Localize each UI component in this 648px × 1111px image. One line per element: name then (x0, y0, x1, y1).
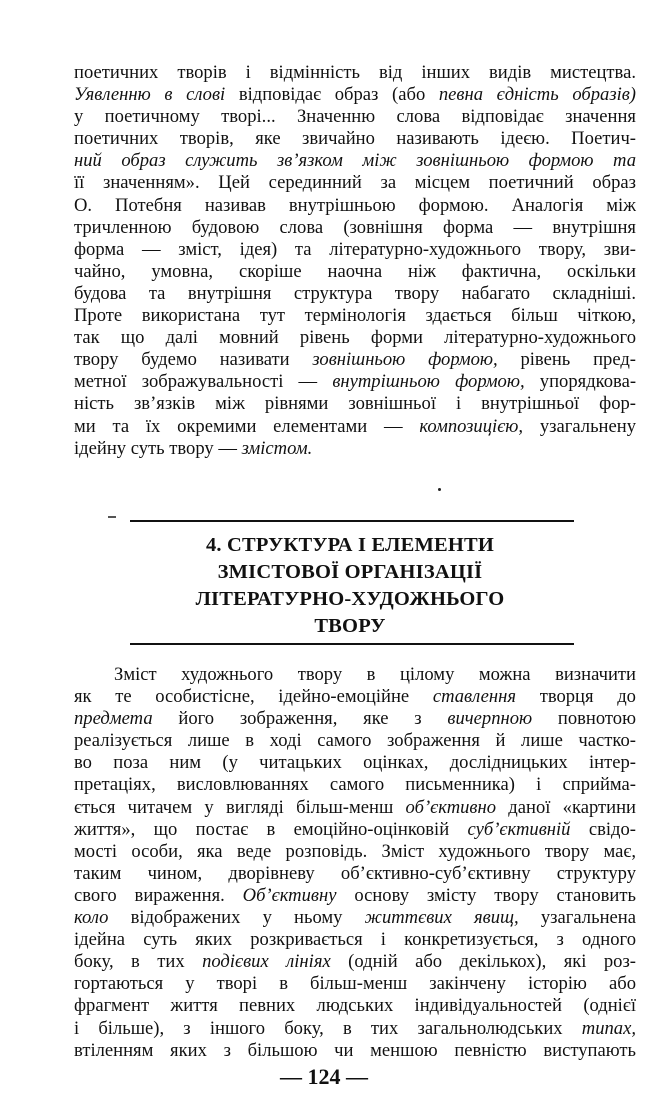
text-run: даної «картини (496, 796, 636, 818)
text-run: ми та їх окремими елементами — (74, 415, 420, 437)
italic-text: зовнішньою формою, (312, 349, 498, 371)
paragraph-1 (74, 62, 636, 460)
text-line (74, 438, 636, 460)
text-run: боку, в тих (74, 951, 203, 973)
text-run: ність зв’язків між рівнями зовнішньої і внутрішньої фор- (74, 393, 636, 415)
italic-text: внутрішньою формою, (332, 371, 525, 393)
text-line (74, 752, 636, 774)
text-run: таким чином, дворівневу об’єктивно-суб’єктивну структуру (74, 862, 636, 884)
text-line (74, 261, 636, 283)
text-line (74, 841, 636, 863)
text-run: форма — зміст, ідея) та літературно-художнього твору, зви- (74, 238, 636, 260)
heading-top-rule (130, 520, 574, 522)
text-run: метної зображувальності — (74, 371, 333, 393)
text-run: поетичних творів, яке звичайно називають ідеєю. Поетич- (74, 128, 636, 150)
heading-line: ЗМІСТОВОЇ ОРГАНІЗАЦІЇ (217, 561, 483, 583)
text-line (74, 774, 636, 796)
text-run: узагальнена (518, 907, 636, 929)
text-line (74, 819, 636, 841)
text-line (74, 973, 636, 995)
text-line (74, 686, 636, 708)
text-line (74, 907, 636, 929)
italic-text: подієвих лініях (202, 951, 331, 973)
text-run: узагальнену (523, 415, 636, 437)
text-run: во поза ним (у читацьких оцінках, дослідницьких інтер- (74, 752, 636, 774)
text-run: будова та внутрішня структура твору набагато складніші. (74, 282, 636, 304)
text-run: втіленням яких з більшою чи меншою певністю виступають (74, 1039, 636, 1061)
text-line (74, 195, 636, 217)
text-run: творця до (516, 686, 636, 708)
text-line (74, 664, 636, 686)
text-line (74, 62, 636, 84)
text-run: свого вираження. (74, 884, 243, 906)
text-run: відповідає образ (або (238, 84, 439, 106)
text-run: поетичних творів і відмінність від інших видів мистецтва. (74, 62, 636, 83)
italic-text: життєвих явищ, (364, 907, 519, 929)
italic-text: вичерпною (447, 708, 533, 730)
text-line (74, 393, 636, 415)
text-run: життя», що постає в емоційно-оцінковій (74, 818, 468, 840)
italic-text: ставлення (432, 686, 517, 708)
page-number: — 124 — (280, 1064, 368, 1089)
paragraph-2 (74, 664, 636, 1062)
text-run: гортаються у творі в більш-менш закінчену історію або (74, 973, 636, 995)
text-run: твору будемо називати (74, 349, 313, 371)
text-run: мості особи, яка веде розповідь. Зміст художнього твору має, (74, 840, 636, 862)
text-run: ється читачем у вигляді більш-менш (74, 796, 406, 818)
italic-text: змістом. (241, 437, 313, 459)
text-line (74, 951, 636, 973)
text-line (74, 885, 636, 907)
text-line (74, 730, 636, 752)
text-run: її значенням». Цей серединний за місцем поетичний образ (74, 172, 636, 194)
italic-text: суб’єктивній (467, 818, 571, 840)
text-line (74, 371, 636, 393)
italic-text: об’єктивно (405, 796, 497, 818)
text-run: основу змісту твору становить (336, 884, 636, 906)
section-heading (120, 532, 580, 640)
text-line (74, 305, 636, 327)
italic-text: предмета (74, 708, 153, 730)
italic-text: Уявленню в слові (74, 84, 239, 106)
italic-text: типах, (581, 1017, 636, 1039)
italic-text: Об’єктивну (242, 884, 337, 906)
text-run: відображених у ньому (108, 907, 365, 929)
italic-text: певна єдність образів) (438, 84, 637, 106)
text-line (74, 106, 636, 128)
text-line (74, 150, 636, 172)
text-line (74, 797, 636, 819)
text-run: і більше), з іншого боку, в тих загальнолюдських (74, 1017, 582, 1039)
italic-text: композицією, (419, 415, 524, 437)
text-line (74, 863, 636, 885)
heading-line: ЛІТЕРАТУРНО-ХУДОЖНЬОГО (195, 588, 505, 610)
text-run: претаціях, висловлюваннях самого письменника) і сприйма- (74, 774, 636, 796)
body-text-paragraph (74, 664, 636, 1062)
text-run: (одній або декількох), які роз- (330, 951, 637, 973)
text-line (74, 283, 636, 305)
italic-text: ний образ служить зв’язком між зовнішньою формою та (74, 150, 636, 172)
text-run: фрагмент життя певних людських індивідуальностей (однієї (74, 995, 636, 1017)
text-run: ідейну суть твору — (74, 437, 242, 459)
italic-text: коло (74, 907, 109, 929)
body-text-paragraph (74, 62, 636, 460)
text-run: упорядкова- (524, 371, 637, 393)
text-run: його зображення, яке з (152, 708, 448, 730)
text-run: як те особистісне, ідейно-емоційне (74, 686, 433, 708)
text-run: тричленною будовою слова (зовнішня форма — внутрішня (74, 216, 636, 238)
text-line (74, 239, 636, 261)
text-line (74, 708, 636, 730)
text-line (74, 1018, 636, 1040)
text-run: Зміст художнього твору в цілому можна визначити (114, 664, 636, 685)
text-run: ідейна суть яких розкривається і конкретизується, з одного (74, 929, 636, 951)
text-run: повнотою (532, 708, 636, 730)
text-line (74, 172, 636, 194)
text-line (74, 217, 636, 239)
text-run: реалізується лише в ході самого зображення й лише частко- (74, 730, 636, 752)
heading-bottom-rule (130, 643, 574, 645)
text-line (74, 84, 636, 106)
text-run: так що далі мовний рівень форми літературно-художнього (74, 327, 636, 349)
text-line (74, 929, 636, 951)
text-line (74, 1040, 636, 1062)
text-run: О. Потебня називав внутрішньою формою. Аналогія між (74, 194, 636, 216)
text-run: Проте використана тут термінологія здається більш чіткою, (74, 305, 636, 327)
text-run: чайно, умовна, скоріше наочна ніж фактична, оскільки (74, 260, 636, 282)
text-run: свідо- (570, 818, 636, 840)
heading-line: ТВОРУ (314, 615, 386, 637)
decorative-dot (438, 488, 441, 491)
text-line (74, 995, 636, 1017)
text-line (74, 416, 636, 438)
text-line (74, 327, 636, 349)
text-run: у поетичному творі... Значенню слова відповідає значення (74, 106, 636, 128)
text-run: рівень пред- (497, 349, 636, 371)
heading-line: 4. СТРУКТУРА І ЕЛЕМЕНТИ (205, 534, 495, 556)
text-line (74, 349, 636, 371)
text-line (74, 128, 636, 150)
decorative-mark (108, 516, 116, 518)
